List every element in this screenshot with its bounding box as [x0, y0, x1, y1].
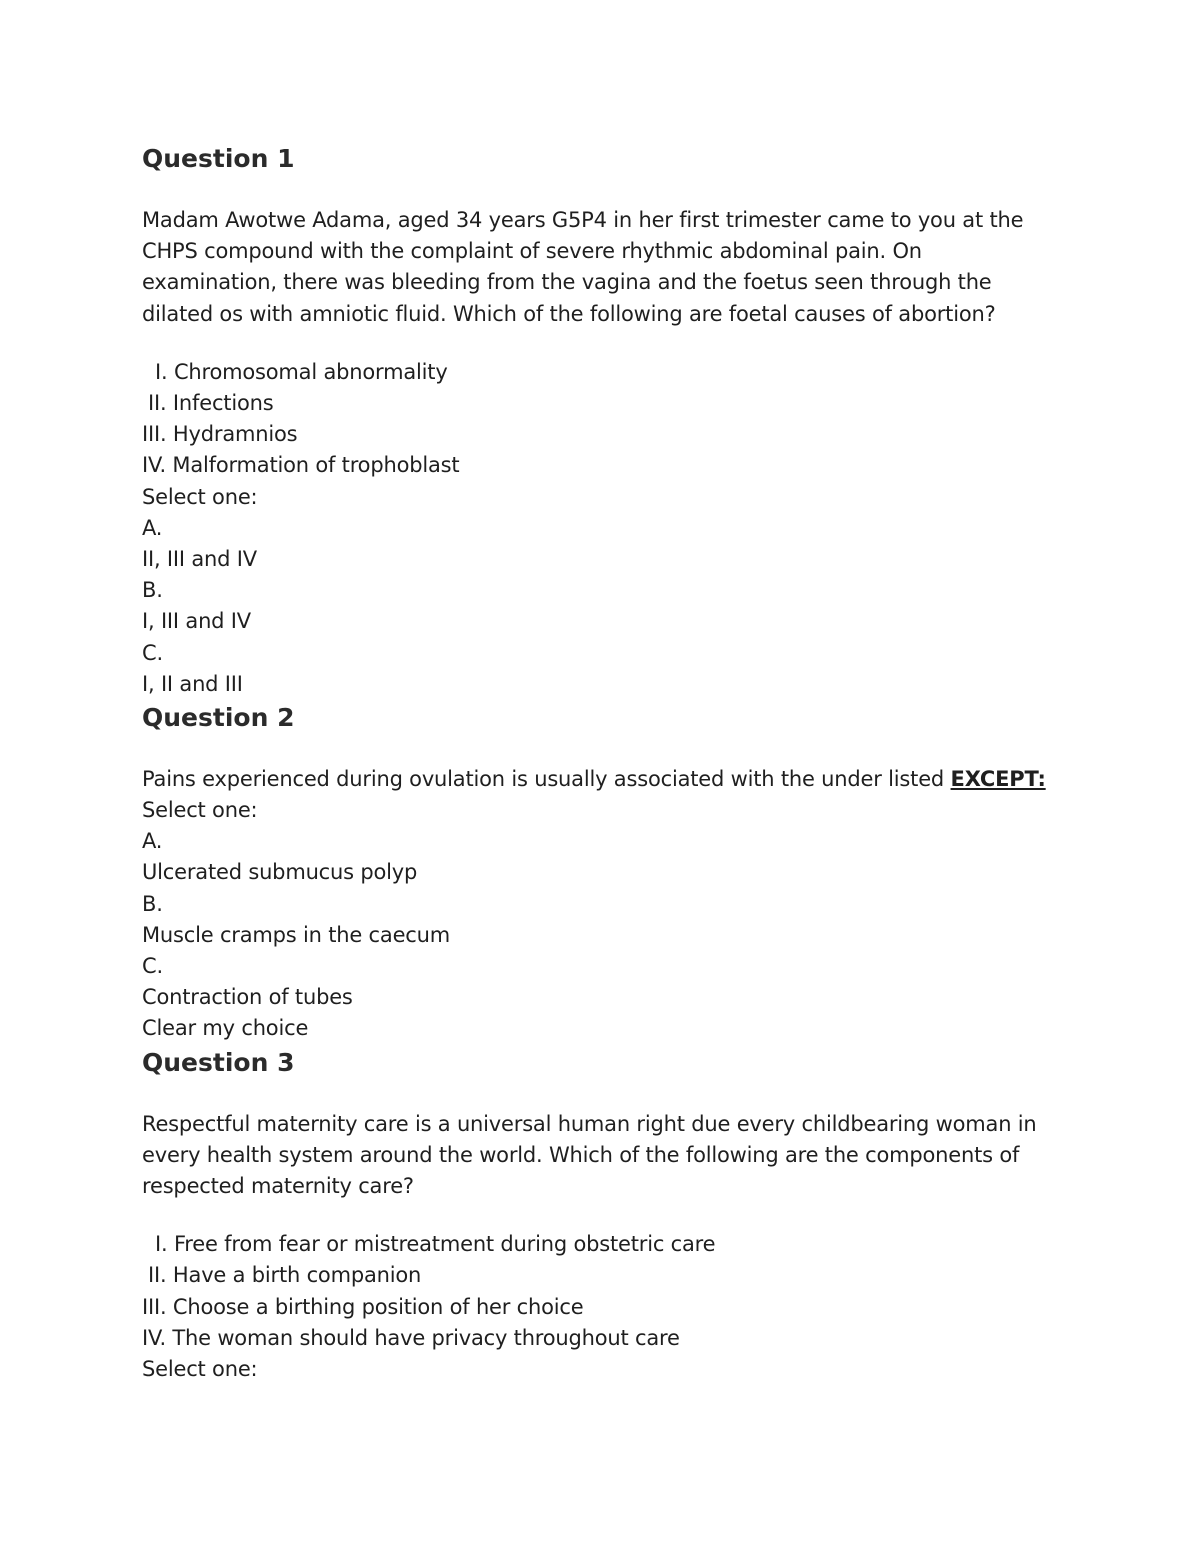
stem-emphasis: EXCEPT:: [950, 766, 1046, 791]
question-heading: Question 1: [142, 144, 295, 173]
option-text[interactable]: II, III and IV: [142, 546, 257, 571]
option-letter[interactable]: A.: [142, 829, 163, 854]
option-text[interactable]: I, III and IV: [142, 609, 251, 634]
option-text[interactable]: Muscle cramps in the caecum: [142, 922, 451, 947]
option-text[interactable]: Ulcerated submucus polyp: [142, 860, 418, 885]
option-letter[interactable]: B.: [142, 891, 163, 916]
question-heading: Question 2: [142, 702, 295, 732]
statement-item: IV. The woman should have privacy throughout care: [142, 1325, 680, 1350]
question-stem: [142, 764, 1062, 795]
option-text[interactable]: I, II and III: [142, 671, 243, 696]
question-stem: Madam Awotwe Adama, aged 34 years G5P4 in her first trimester came to you at the CHPS compound with the complaint of severe rhythmic abdominal pain. On examination, there was bleeding from the vagina and the foetus seen through the dilated os with amniotic fluid. Which of the following are foetal causes of abortion?: [142, 208, 1024, 326]
select-one-label: Select one:: [142, 1356, 258, 1381]
stem-text: Pains experienced during ovulation is usually associated with the under listed: [142, 766, 951, 791]
select-one-label: Select one:: [142, 798, 258, 823]
question-heading: Question 3: [142, 1047, 295, 1077]
option-text[interactable]: Contraction of tubes: [142, 985, 353, 1010]
clear-choice-link[interactable]: Clear my choice: [142, 1016, 309, 1041]
statement-item: I. Free from fear or mistreatment during obstetric care: [155, 1232, 716, 1257]
option-letter[interactable]: A.: [142, 515, 163, 540]
select-one-label: Select one:: [142, 484, 258, 509]
statement-item: IV. Malformation of trophoblast: [142, 453, 460, 478]
statement-item: III. Hydramnios: [142, 422, 298, 447]
statement-item: II. Have a birth companion: [148, 1263, 422, 1288]
statement-item: III. Choose a birthing position of her choice: [142, 1294, 584, 1319]
statement-item: I. Chromosomal abnormality: [155, 359, 448, 384]
question-stem: Respectful maternity care is a universal human right due every childbearing woman in every health system around the world. Which of the following are the components of respected maternity care?: [142, 1111, 1037, 1198]
option-letter[interactable]: C.: [142, 954, 163, 978]
document-page: [142, 141, 1062, 1385]
option-letter[interactable]: C.: [142, 640, 163, 665]
statement-item: II. Infections: [148, 391, 274, 415]
question-3: [142, 1045, 1062, 1386]
question-2: [142, 700, 1062, 1045]
option-letter[interactable]: B.: [142, 578, 163, 603]
question-1: [142, 141, 1062, 700]
